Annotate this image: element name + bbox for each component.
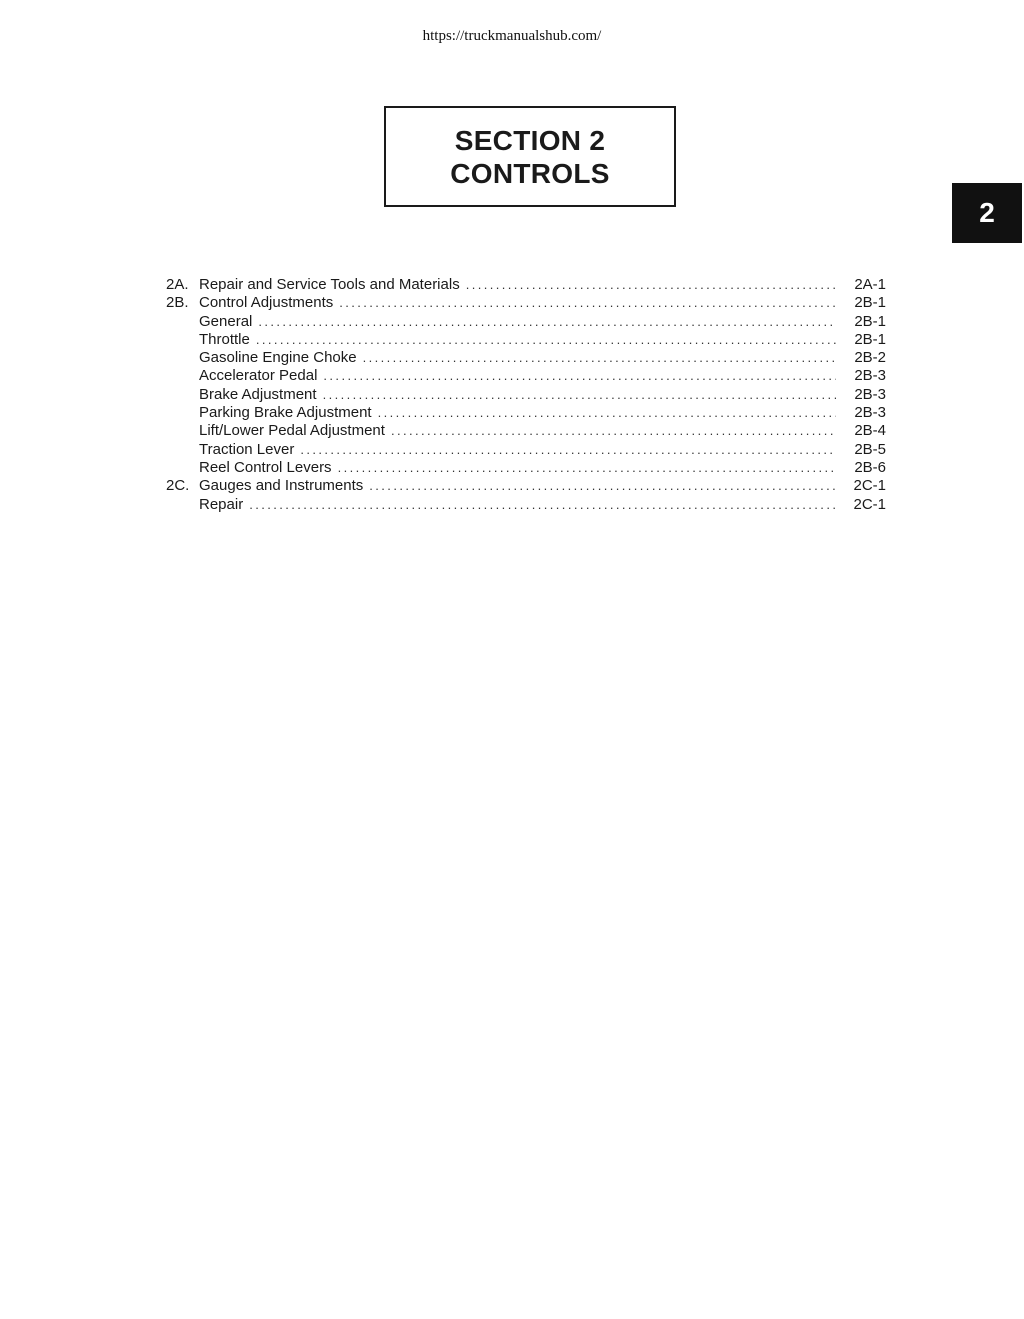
toc-entry-title: Lift/Lower Pedal Adjustment [199,422,391,440]
toc-entry-number: 2B. [166,294,189,312]
toc-entry-title: Traction Lever [199,441,300,459]
toc-dot-leader [256,331,836,349]
toc-entry-title: Gasoline Engine Choke [199,349,363,367]
toc-row [166,496,886,514]
toc-entry-title: Parking Brake Adjustment [199,404,378,422]
toc-entry-title: Repair [199,496,249,514]
toc-dot-leader [363,349,836,367]
toc-row [166,313,886,331]
toc-entry-page: 2B-6 [854,458,886,476]
toc-entry-title: Reel Control Levers [199,459,338,477]
toc-dot-leader [258,313,836,331]
toc-dot-leader [338,459,836,477]
toc-entry-page: 2B-3 [854,367,886,385]
toc-row [166,349,886,367]
toc-dot-leader [300,441,836,459]
toc-entry-page: 2B-4 [854,422,886,440]
toc-row [166,422,886,440]
toc-row [166,404,886,422]
toc-entry-page: 2A-1 [854,276,886,293]
section-tab-marker: 2 [952,183,1022,243]
toc-row [166,294,886,312]
toc-entry-page: 2B-3 [854,404,886,422]
toc-entry-page: 2B-3 [854,385,886,403]
toc-row [166,331,886,349]
toc-entry-page: 2B-1 [854,330,886,348]
toc-dot-leader [378,404,836,422]
toc-dot-leader [391,422,836,440]
toc-entry-number: 2C. [166,477,190,495]
toc-row [166,477,886,495]
section-number-title: SECTION 2 [454,124,606,156]
section-title-box [384,106,676,207]
toc-row [166,276,886,294]
toc-row [166,386,886,404]
toc-entry-title: Gauges and Instruments [199,477,369,495]
toc-entry-page: 2C-1 [853,495,886,513]
toc-row [166,441,886,459]
toc-entry-page: 2B-5 [854,440,886,458]
toc-entry-page: 2B-2 [854,349,886,367]
toc-dot-leader [369,477,836,495]
toc-entry-title: General [199,313,258,331]
table-of-contents [166,276,886,514]
toc-entry-number: 2A. [166,276,189,293]
toc-dot-leader [466,276,836,294]
toc-row [166,459,886,477]
toc-row [166,367,886,385]
toc-dot-leader [249,496,836,514]
toc-entry-title: Accelerator Pedal [199,367,323,385]
toc-dot-leader [339,294,836,312]
toc-entry-page: 2B-1 [854,294,886,312]
toc-entry-title: Brake Adjustment [199,386,323,404]
section-name-title: CONTROLS [450,157,610,189]
toc-dot-leader [323,386,836,404]
toc-entry-title: Repair and Service Tools and Materials [199,276,466,294]
toc-entry-page: 2C-1 [853,477,886,495]
toc-entry-title: Throttle [199,331,256,349]
toc-entry-title: Control Adjustments [199,294,339,312]
toc-entry-page: 2B-1 [854,312,886,330]
source-url: https://truckmanualshub.com/ [422,28,602,44]
toc-dot-leader [323,367,836,385]
